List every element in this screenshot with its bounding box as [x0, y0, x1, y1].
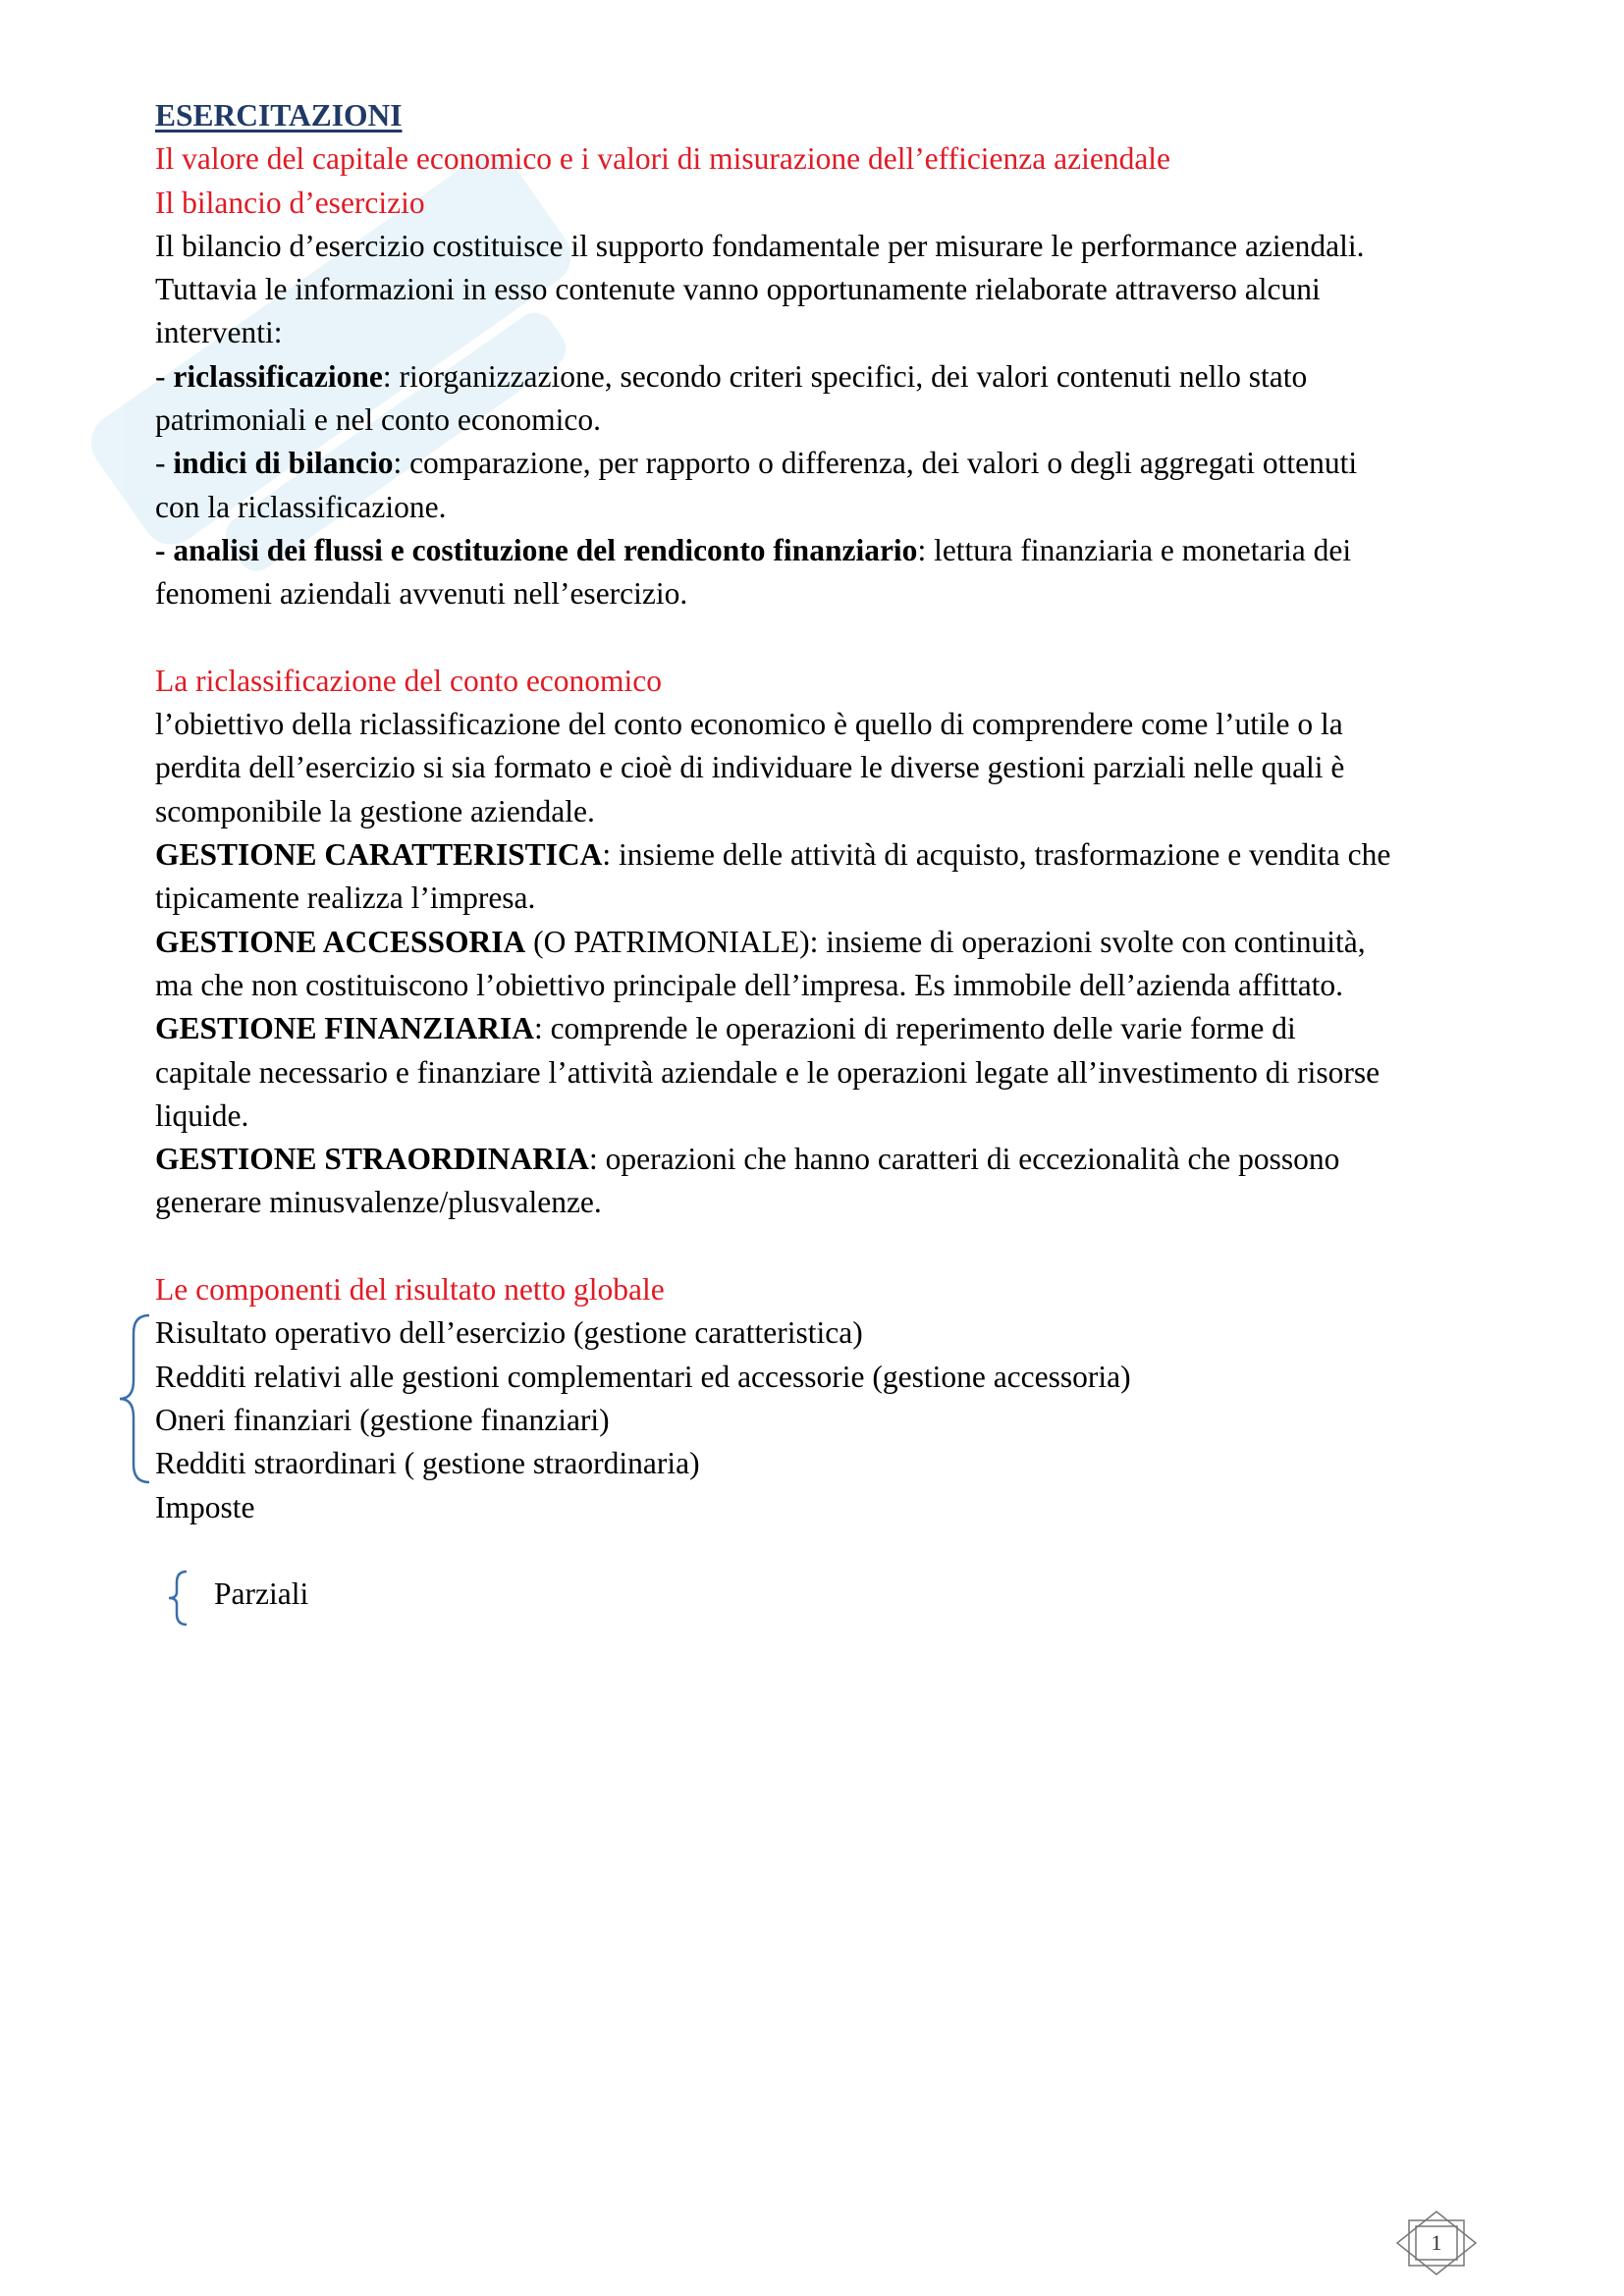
gestione-straordinaria: GESTIONE STRAORDINARIA: operazioni che hanno caratteri di eccezionalità che possono	[155, 1142, 1340, 1177]
list-item-riclassificazione: - riclassificazione: riorganizzazione, secondo criteri specifici, dei valori contenuti nello stato	[155, 358, 1308, 394]
section-heading-componenti: Le componenti del risultato netto globale	[155, 1272, 665, 1308]
list-item-imposte: Imposte	[155, 1489, 255, 1524]
page-number-text: 1	[1431, 2230, 1442, 2255]
paragraph-line: generare minusvalenze/plusvalenze.	[155, 1185, 602, 1220]
list-item: Redditi straordinari ( gestione straordinaria)	[155, 1446, 700, 1481]
document-title: ESERCITAZIONI	[155, 98, 403, 133]
gestione-accessoria: GESTIONE ACCESSORIA (O PATRIMONIALE): insieme di operazioni svolte con continuità,	[155, 924, 1366, 959]
curly-brace-icon	[116, 1311, 155, 1486]
paragraph-line: tipicamente realizza l’impresa.	[155, 881, 536, 916]
term: riclassificazione	[173, 358, 383, 394]
term: indici di bilancio	[173, 446, 394, 481]
paragraph-line: scomponibile la gestione aziendale.	[155, 793, 595, 828]
list-item-continuation: fenomeni aziendali avvenuti nell’esercizio.	[155, 576, 688, 612]
list-item-indici: - indici di bilancio: comparazione, per rapporto o differenza, dei valori o degli aggregati ottenuti	[155, 446, 1358, 481]
parziali-label: Parziali	[214, 1575, 309, 1611]
paragraph-line: capitale necessario e finanziare l’attività aziendale e le operazioni legate all’investimento di risorse	[155, 1054, 1380, 1090]
parziali-note	[155, 1573, 1490, 1616]
section-heading-riclassificazione: La riclassificazione del conto economico	[155, 663, 663, 698]
list-item: Redditi relativi alle gestioni complementari ed accessorie (gestione accessoria)	[155, 1359, 1131, 1394]
paragraph-line: perdita dell’esercizio si sia formato e cioè di individuare le diverse gestioni parziali nelle quali è	[155, 750, 1345, 785]
list-item-continuation: con la riclassificazione.	[155, 489, 447, 524]
paragraph-line: liquide.	[155, 1097, 249, 1133]
gestione-finanziaria: GESTIONE FINANZIARIA: comprende le operazioni di reperimento delle varie forme di	[155, 1011, 1296, 1046]
document-body	[155, 94, 1490, 1616]
term: - analisi dei flussi e costituzione del rendiconto finanziario	[155, 532, 918, 567]
paragraph-line: interventi:	[155, 315, 283, 350]
paragraph-line: Tuttavia le informazioni in esso contenute vanno opportunamente rielaborate attraverso alcuni	[155, 272, 1321, 307]
list-item-continuation: patrimoniali e nel conto economico.	[155, 402, 601, 438]
list-item: Oneri finanziari (gestione finanziari)	[155, 1402, 610, 1437]
paragraph-line: l’obiettivo della riclassificazione del conto economico è quello di comprendere come l’utile o la	[155, 707, 1343, 742]
page-number	[1394, 2209, 1479, 2277]
paragraph-line: Il bilancio d’esercizio costituisce il supporto fondamentale per misurare le performance aziendali.	[155, 228, 1365, 263]
list-item-analisi-flussi: - analisi dei flussi e costituzione del rendiconto finanziario: lettura finanziaria e monetaria dei	[155, 532, 1352, 567]
curly-brace-icon	[165, 1569, 192, 1628]
document-subtitle: Il valore del capitale economico e i valori di misurazione dell’efficienza aziendale	[155, 141, 1171, 177]
gestione-caratteristica: GESTIONE CARATTERISTICA: insieme delle attività di acquisto, trasformazione e vendita che	[155, 837, 1391, 873]
paragraph-line: ma che non costituiscono l’obiettivo principale dell’impresa. Es immobile dell’azienda affittato.	[155, 967, 1344, 1002]
list-item: Risultato operativo dell’esercizio (gestione caratteristica)	[155, 1315, 863, 1351]
components-list	[155, 1311, 1490, 1485]
section-heading-bilancio: Il bilancio d’esercizio	[155, 185, 425, 220]
